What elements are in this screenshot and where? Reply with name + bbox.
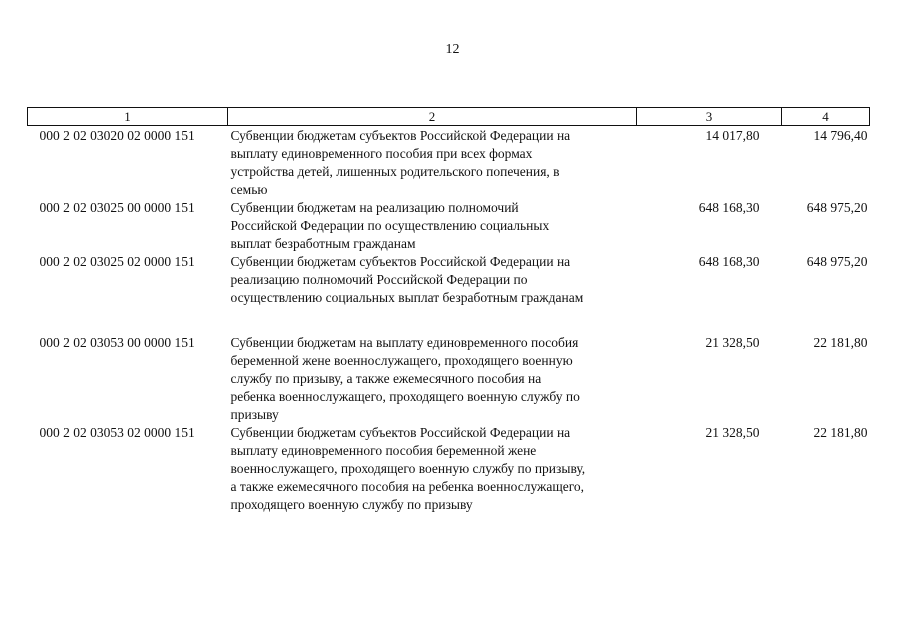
- description-line: устройства детей, лишенных родительского попечения, в: [230, 164, 560, 179]
- table-row: [28, 199, 870, 253]
- amount-col4: 648 975,20: [806, 254, 868, 269]
- table-body: [28, 126, 870, 515]
- table-row: [28, 126, 870, 200]
- budget-description: [228, 424, 637, 514]
- budget-code: 000 2 02 03025 00 0000 151: [39, 200, 195, 215]
- description-line: Субвенции бюджетам на выплату единовременного пособия: [230, 335, 579, 350]
- budget-code: 000 2 02 03025 02 0000 151: [39, 254, 195, 269]
- description-line: Субвенции бюджетам субъектов Российской Федерации на: [230, 425, 571, 440]
- header-cell-1: 1: [28, 108, 228, 126]
- header-cell-2: 2: [228, 108, 637, 126]
- table-row: [28, 253, 870, 334]
- description-line: Субвенции бюджетам субъектов Российской Федерации на: [230, 254, 571, 269]
- description-line: выплату единовременного пособия при всех формах: [230, 146, 533, 161]
- header-row: [28, 108, 870, 126]
- table-row: [28, 424, 870, 514]
- table-row: [28, 334, 870, 424]
- page-number: 12: [445, 42, 460, 57]
- description-line: Российской Федерации по осуществлению социальных: [230, 218, 550, 233]
- description-line: выплат безработным гражданам: [230, 236, 416, 251]
- amount-col3: 21 328,50: [705, 335, 760, 350]
- amount-col3: 648 168,30: [698, 200, 760, 215]
- description-line: службу по призыву, а также ежемесячного пособия на: [230, 371, 542, 386]
- budget-code: 000 2 02 03053 02 0000 151: [39, 425, 195, 440]
- budget-description: [228, 253, 637, 334]
- description-line: Субвенции бюджетам субъектов Российской Федерации на: [230, 128, 571, 143]
- budget-code: 000 2 02 03020 02 0000 151: [39, 128, 195, 143]
- description-line: реализацию полномочий Российской Федерации по: [230, 272, 528, 287]
- amount-col3: 14 017,80: [705, 128, 760, 143]
- description-line: Субвенции бюджетам на реализацию полномочий: [230, 200, 519, 215]
- header-cell-4: 4: [782, 108, 870, 126]
- table-header: [28, 108, 870, 126]
- amount-col4: 648 975,20: [806, 200, 868, 215]
- amount-col3: 21 328,50: [705, 425, 760, 440]
- amount-col4: 22 181,80: [813, 425, 868, 440]
- description-line: военнослужащего, проходящего военную службу по призыву,: [230, 461, 586, 476]
- description-line: ребенка военнослужащего, проходящего военную службу по: [230, 389, 580, 404]
- description-line: призыву: [230, 407, 279, 422]
- amount-col3: 648 168,30: [698, 254, 760, 269]
- budget-table: [27, 107, 870, 514]
- description-line: а также ежемесячного пособия на ребенка военнослужащего,: [230, 479, 585, 494]
- header-cell-3: 3: [637, 108, 782, 126]
- amount-col4: 22 181,80: [813, 335, 868, 350]
- budget-description: [228, 199, 637, 253]
- budget-description: [228, 126, 637, 200]
- description-line: осуществлению социальных выплат безработным гражданам: [230, 290, 584, 305]
- description-line: проходящего военную службу по призыву: [230, 497, 473, 512]
- description-line: беременной жене военнослужащего, проходящего военную: [230, 353, 573, 368]
- description-line: семью: [230, 182, 268, 197]
- budget-code: 000 2 02 03053 00 0000 151: [39, 335, 195, 350]
- description-line: выплату единовременного пособия беременной жене: [230, 443, 537, 458]
- amount-col4: 14 796,40: [813, 128, 868, 143]
- budget-description: [228, 334, 637, 424]
